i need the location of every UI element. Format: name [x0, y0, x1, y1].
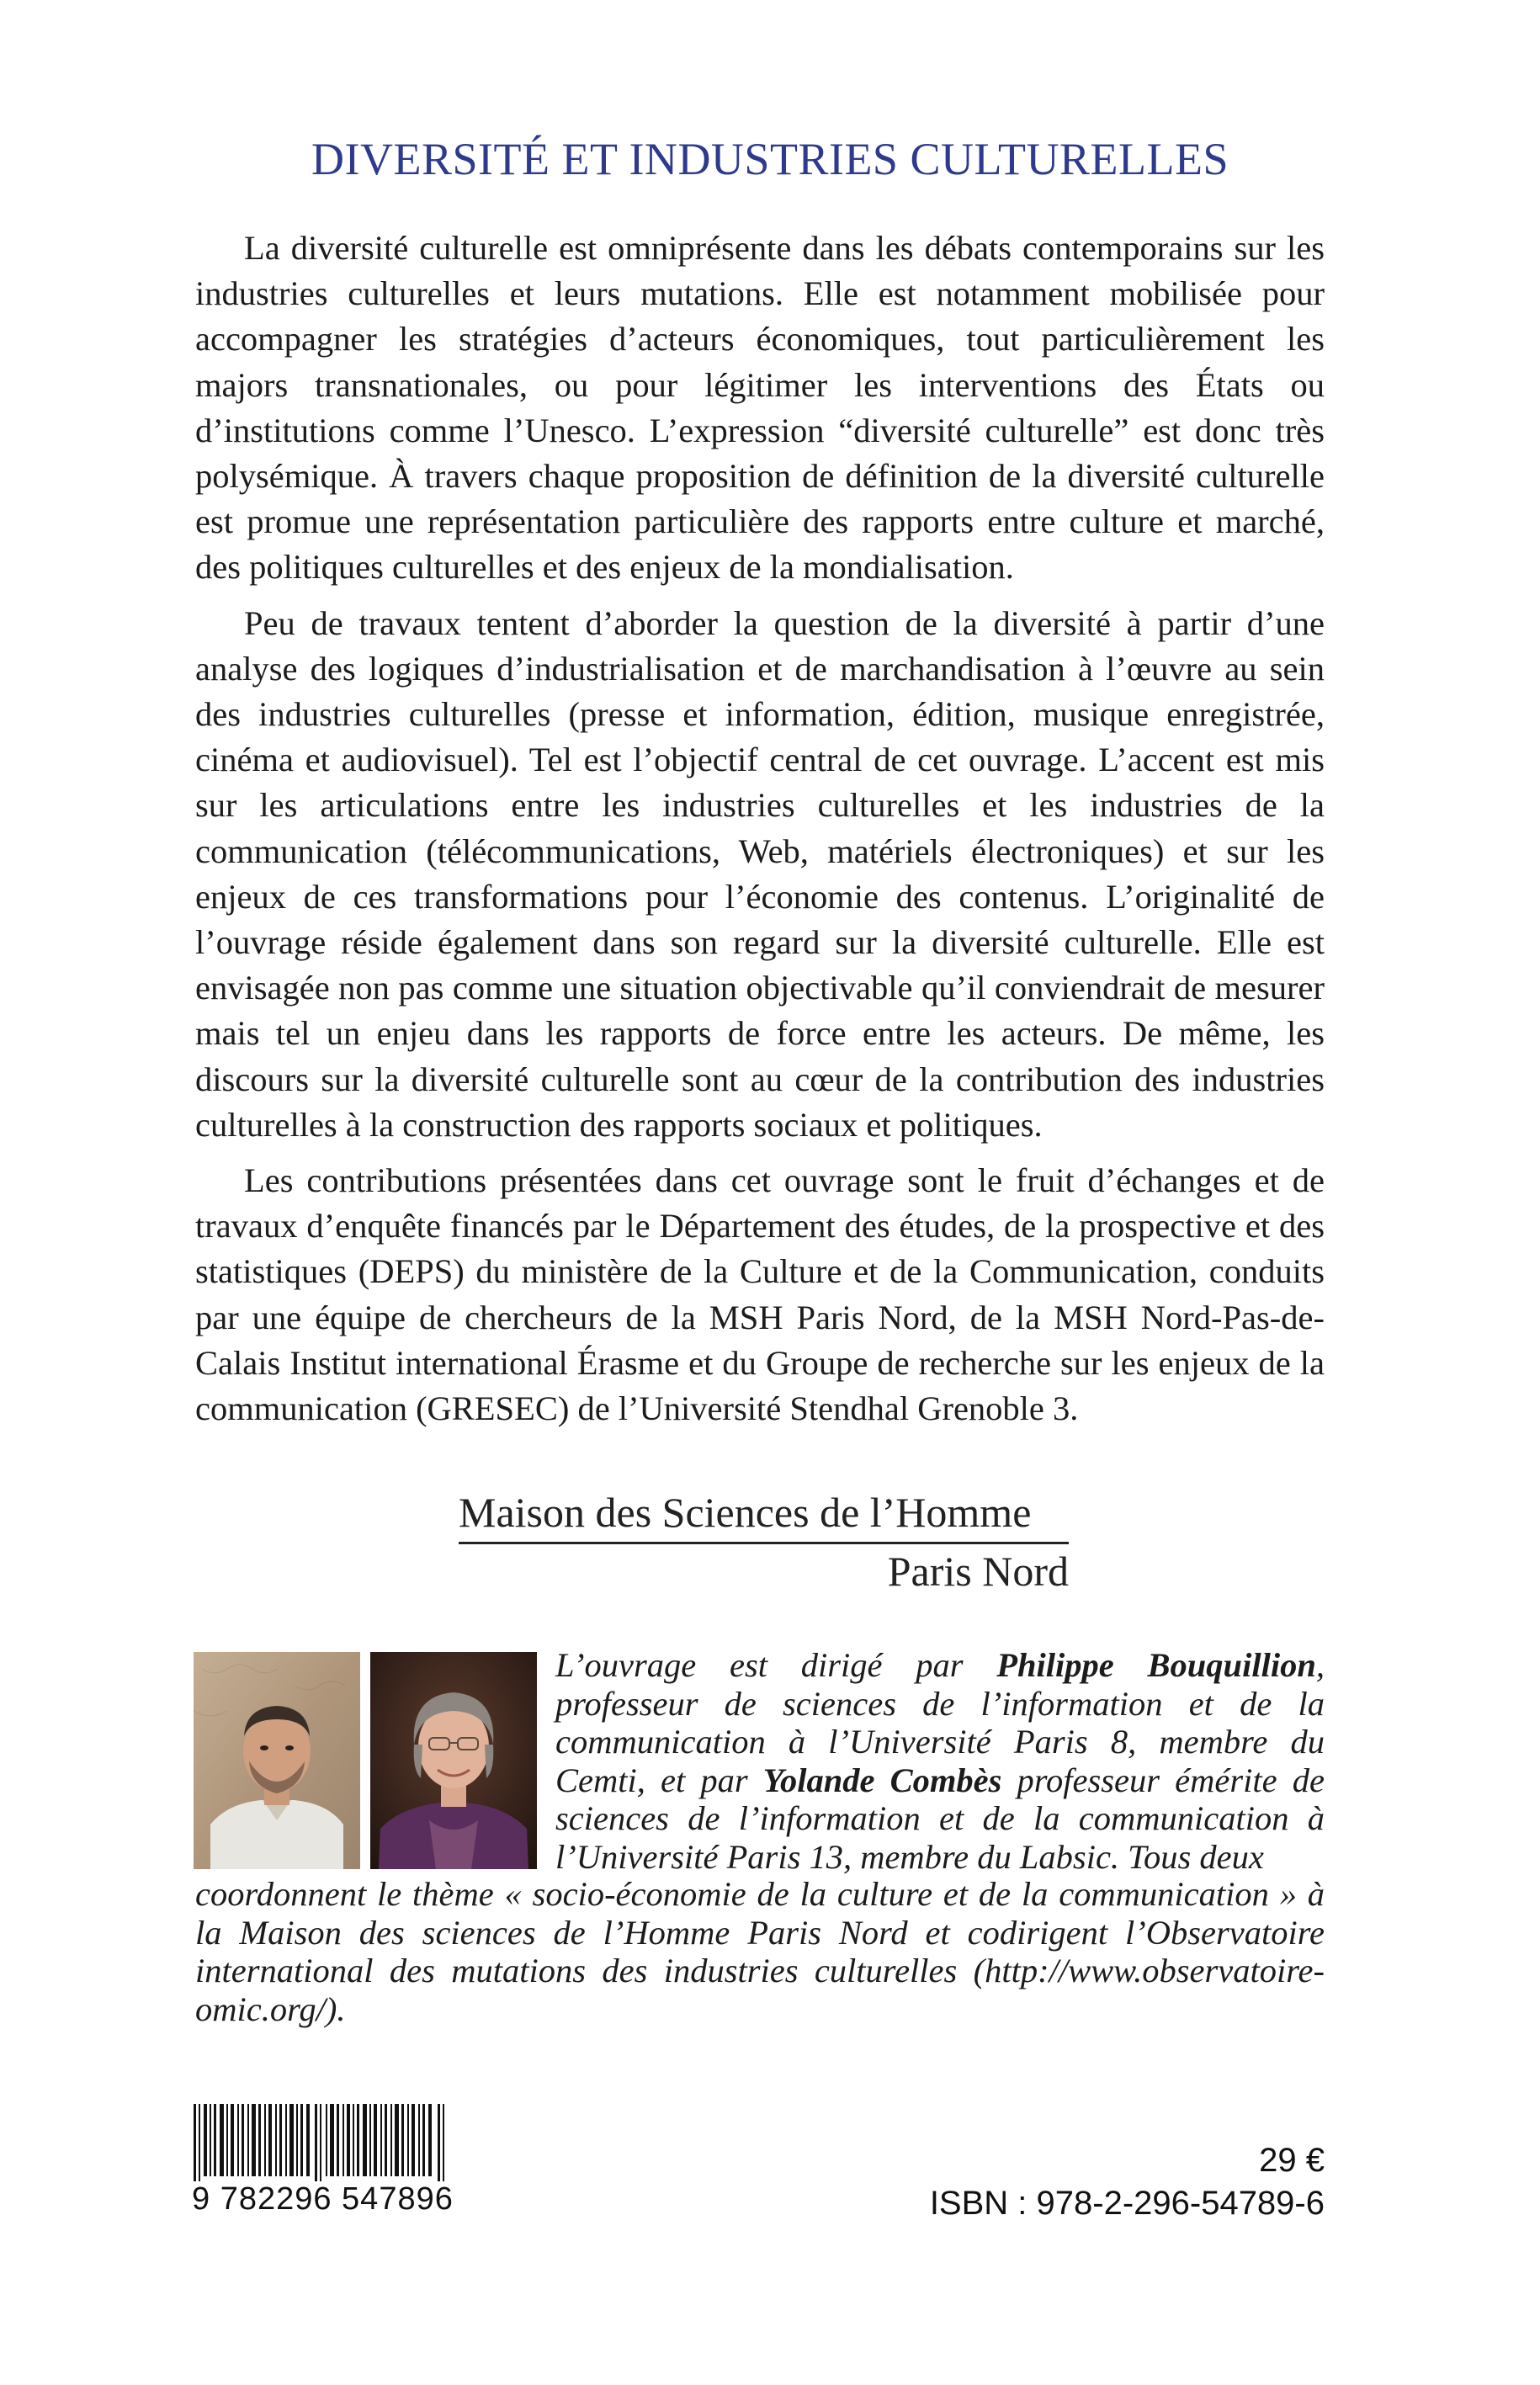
isbn: ISBN : 978-2-296-54789-6: [929, 2185, 1325, 2222]
barcode-bars: [192, 2104, 453, 2181]
author-photo-woman: [370, 1652, 537, 1869]
bio-text-4: coordonnent le thème « socio-économie de la culture et de la communication » à la Maison des sciences de l’Homme Paris Nord et codirigent l’Observatoire international des mutations des industries culturelles (http://www.observatoire-omic.org/).: [195, 1875, 1325, 2028]
author-name-2: Yolande Combès: [762, 1761, 1002, 1799]
publisher-name: Maison des Sciences de l’Homme: [459, 1488, 1069, 1544]
blurb: [195, 226, 1325, 1432]
publisher-location: Paris Nord: [887, 1548, 1069, 1595]
price: 29 €: [1259, 2142, 1325, 2179]
blurb-paragraph-3: Les contributions présentées dans cet ouvrage sont le fruit d’échanges et de travaux d’enquête financés par le Département des études, de la prospective et des statistiques (DEPS) du ministère de la Culture et de la Communication, conduits par une équipe de chercheurs de la MSH Paris Nord, de la MSH Nord-Pas-de-Calais Institut international Érasme et du Groupe de recherche sur les enjeux de la communication (GRESEC) de l’Université Stendhal Grenoble 3.: [195, 1161, 1325, 1428]
bio-text-2: , professeur de sciences de l’information et de la communication à l’Université Paris 8, membre du Cemti, et par: [555, 1646, 1325, 1799]
author-photo-man: [194, 1652, 360, 1869]
bio-text-1: L’ouvrage est dirigé par: [555, 1646, 997, 1684]
blurb-paragraph-2: Peu de travaux tentent d’aborder la question de la diversité à partir d’une analyse des logiques d’industrialisation et de marchandisation à l’œuvre au sein des industries culturelles (presse et information, édition, musique enregistrée, cinéma et audiovisuel). Tel est l’objectif central de cet ouvrage. L’accent est mis sur les articulations entre les industries culturelles et les industries de la communication (télécommunications, Web, matériels électroniques) et sur les enjeux de ces transformations pour l’économie des contenus. L’originalité de l’ouvrage réside également dans son regard sur la diversité culturelle. Elle est envisagée non pas comme une situation objectivable qu’il conviendrait de mesurer mais tel un enjeu dans les rapports de force entre les acteurs. De même, les discours sur la diversité culturelle sont au cœur de la contribution des industries culturelles à la construction des rapports sociaux et politiques.: [195, 603, 1325, 1144]
authors-bio: [555, 1646, 1325, 1876]
authors-bio-continued: [195, 1875, 1325, 2028]
barcode-digits: 9 782296 547896: [192, 2181, 454, 2217]
bio-text-3: professeur émérite de sciences de l’information et de la communication à l’Université Paris 13, membre du Labsic. Tous deux: [555, 1761, 1325, 1876]
blurb-paragraph-1: La diversité culturelle est omniprésente dans les débats contemporains sur les industries culturelles et leurs mutations. Elle est notamment mobilisée pour accompagner les stratégies d’acteurs économiques, tout particulièrement les majors transnationales, ou pour légitimer les interventions des États ou d’institutions comme l’Unesco. L’expression “diversité culturelle” est donc très polysémique. À travers chaque proposition de définition de la diversité culturelle est promue une représentation particulière des rapports entre culture et marché, des politiques culturelles et des enjeux de la mondialisation.: [195, 229, 1325, 587]
barcode: [192, 2104, 453, 2247]
author-name-1: Philippe Bouquillion: [996, 1646, 1316, 1684]
book-title: DIVERSITÉ ET INDUSTRIES CULTURELLES: [311, 134, 1229, 184]
